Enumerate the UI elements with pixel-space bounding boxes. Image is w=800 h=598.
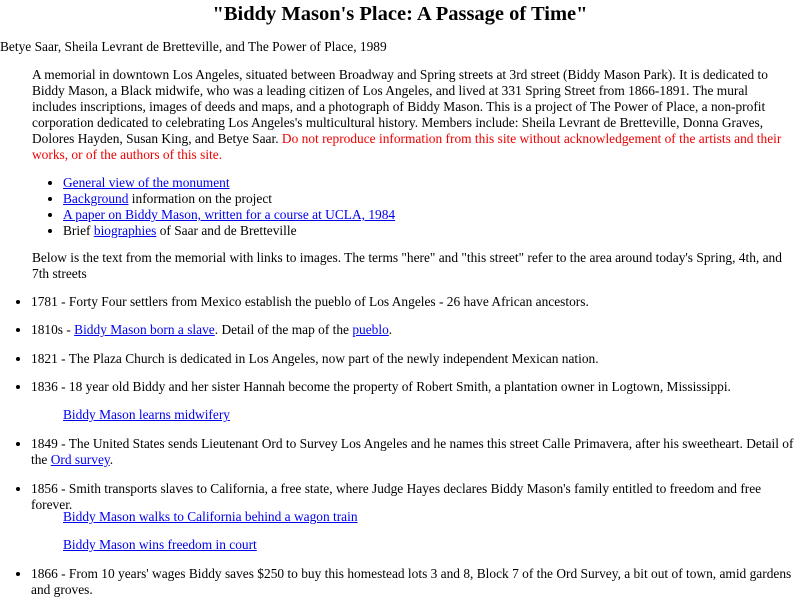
timeline-item-1856: • 1856 - Smith transports slaves to California, a free state, where Judge Hayes declares Biddy Mason's family entitled to freedom and free forever. <box>31 481 796 513</box>
ord-survey-link[interactable]: Ord survey <box>50 452 110 467</box>
background-suffix: information on the project <box>128 191 272 206</box>
background-link[interactable]: Background <box>63 191 129 206</box>
sub-link-row <box>63 407 230 423</box>
timeline-item-1781: • 1781 - Forty Four settlers from Mexico establish the pueblo of Los Angeles - 26 have African ancestors. <box>31 294 796 310</box>
timeline-item-1866: • 1866 - From 10 years' wages Biddy saves $250 to buy this homestead lots 3 and 8, Block 7 of the Ord Survey, a bit out of town, amid gardens and groves. <box>31 566 796 598</box>
timeline-list <box>0 566 800 598</box>
born-slave-link[interactable]: Biddy Mason born a slave <box>74 322 215 337</box>
e1849-prefix: 1849 - The United States sends Lieutenant Ord to Survey Los Angeles and he names this street Calle Primavera, after his sweetheart. Detail of the <box>31 436 794 467</box>
list-item <box>63 175 800 191</box>
wagon-train-link[interactable]: Biddy Mason walks to California behind a wagon train <box>63 509 358 524</box>
e1810-suffix: . <box>388 322 393 337</box>
pueblo-link[interactable]: pueblo <box>352 322 389 337</box>
e1849-suffix: . <box>109 452 114 467</box>
memorial-text-intro: Below is the text from the memorial with links to images. The terms "here" and "this street" refer to the area around today's Spring, 4th, and 7th streets <box>32 250 782 281</box>
freedom-court-link[interactable]: Biddy Mason wins freedom in court <box>63 537 257 552</box>
intro-text: A memorial in downtown Los Angeles, situated between Broadway and Spring streets at 3rd street (Biddy Mason Park). It is dedicated to Biddy Mason, a Black midwife, who was a leading citizen of Los Angeles, and lived at 331 Spring Street from 1866-1891. The mural includes inscriptions, images of deeds and maps, and a photograph of Biddy Mason. This is a project of The Power of Place, a non-profit corporation dedicated to celebrating Los Angeles's multicultural history. Members include: Sheila Levrant de Bretteville, Donna Graves, Dolores Hayden, Susan King, and Betye Saar. <box>32 67 768 146</box>
resource-links <box>32 175 800 239</box>
timeline-list <box>0 436 800 468</box>
timeline-list <box>0 322 800 338</box>
sub-link-row <box>63 509 358 525</box>
timeline-list <box>0 379 800 395</box>
timeline-item-1821: • 1821 - The Plaza Church is dedicated in Los Angeles, now part of the newly independent Mexican nation. <box>31 351 796 367</box>
list-item <box>63 223 800 239</box>
list-item <box>63 207 800 223</box>
brief-prefix: Brief <box>63 223 94 238</box>
general-view-link[interactable]: General view of the monument <box>63 175 230 190</box>
sub-link-row <box>63 537 257 553</box>
biographies-link[interactable]: biographies <box>93 223 157 238</box>
timeline-list <box>0 294 800 310</box>
timeline-item-1836: • 1836 - 18 year old Biddy and her sister Hannah become the property of Robert Smith, a plantation owner in Logtown, Mississippi. <box>31 379 796 395</box>
biographies-suffix: of Saar and de Bretteville <box>156 223 297 238</box>
artist-credit: Betye Saar, Sheila Levrant de Bretteville, and The Power of Place, 1989 <box>0 39 387 54</box>
intro-paragraph <box>32 67 784 163</box>
timeline-item-1849 <box>31 436 796 468</box>
page-title: "Biddy Mason's Place: A Passage of Time" <box>212 3 588 25</box>
timeline-list <box>0 351 800 367</box>
midwifery-link[interactable]: Biddy Mason learns midwifery <box>63 407 230 422</box>
copyright-warning: Do not reproduce information from this site without acknowledgement of the artists and their works, or of the authors of this site. <box>32 131 782 162</box>
ucla-paper-link[interactable]: A paper on Biddy Mason, written for a course at UCLA, 1984 <box>63 207 396 222</box>
e1810-mid: . Detail of the map of the <box>214 322 353 337</box>
timeline-item-1810s <box>31 322 796 338</box>
list-item <box>63 191 800 207</box>
e1810-prefix: 1810s - <box>31 322 75 337</box>
